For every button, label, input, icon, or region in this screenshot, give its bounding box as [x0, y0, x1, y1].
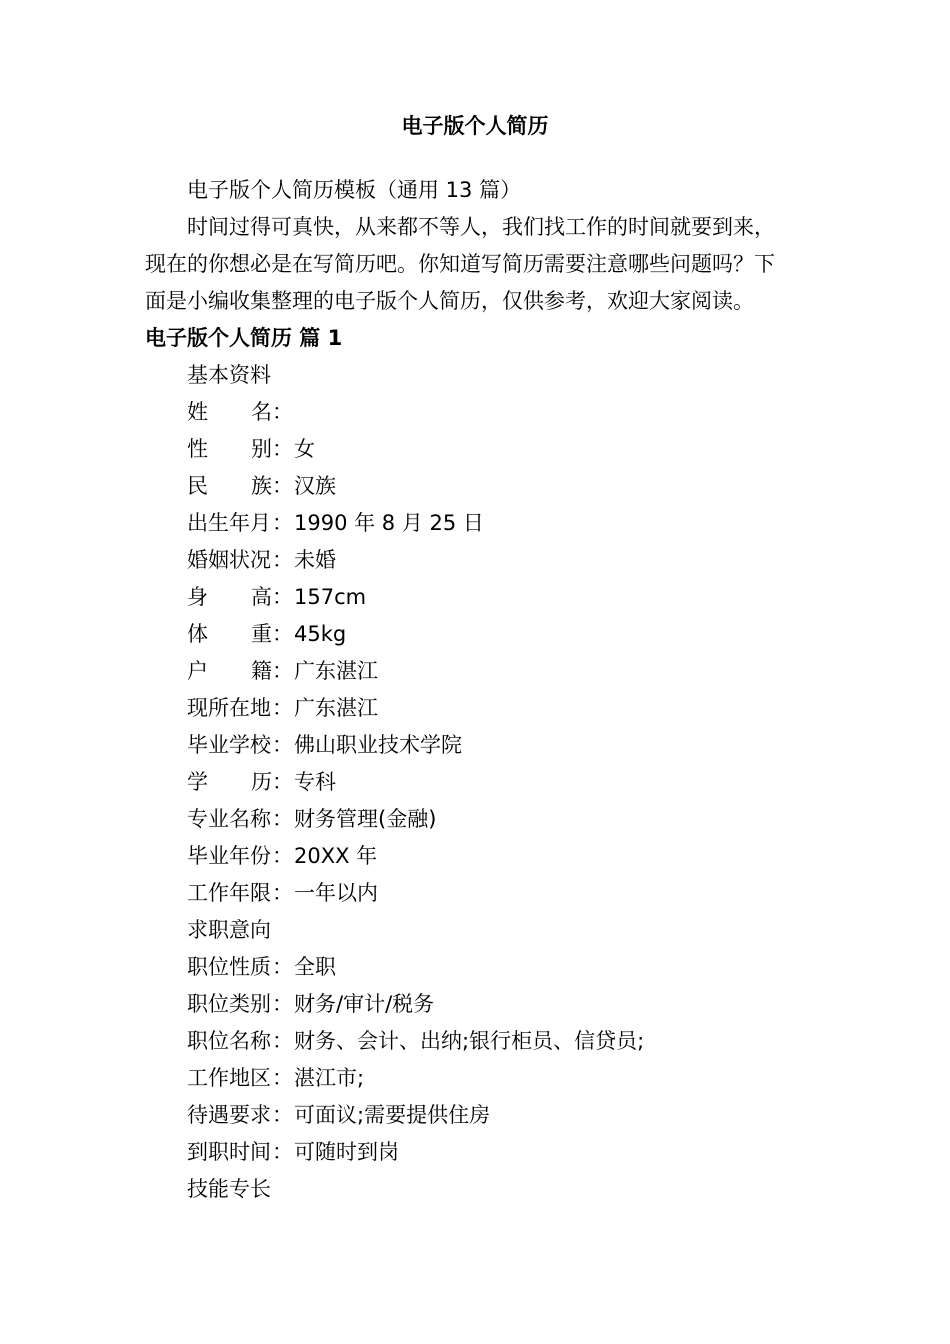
field-value: 汉族: [294, 474, 336, 498]
document-title: 电子版个人简历: [401, 114, 549, 138]
field-label: 到职时间: [187, 1140, 271, 1164]
field-job-title: 职位名称 ： 财务、会计、出纳;银行柜员、信贷员;: [187, 1029, 645, 1053]
skills-heading: 技能专长: [187, 1177, 271, 1201]
field-value: 财务/审计/税务: [294, 992, 435, 1016]
basic-heading: 基本资料: [187, 363, 271, 387]
field-label: 体 重: [187, 622, 272, 646]
field-value: 全职: [294, 955, 336, 979]
field-work-years: 工作年限 ： 一年以内: [187, 881, 378, 905]
field-label: 毕业学校: [187, 733, 271, 757]
field-label: 出生年月: [187, 511, 271, 535]
field-label: 身 高: [187, 585, 272, 609]
field-label: 性 别: [187, 437, 272, 461]
field-label: 现所在地: [187, 696, 271, 720]
field-value: 女: [294, 437, 315, 461]
field-label: 待遇要求: [187, 1103, 271, 1127]
field-label: 职位类别: [187, 992, 271, 1016]
field-value: 专科: [294, 770, 336, 794]
intro-line-1: 时间过得可真快，从来都不等人，我们找工作的时间就要到来，: [187, 215, 775, 239]
field-graduation-year: 毕业年份 ： 20XX 年: [187, 844, 378, 868]
field-value: 未婚: [294, 548, 336, 572]
field-value: 广东湛江: [294, 696, 378, 720]
field-current-location: 现所在地 ： 广东湛江: [187, 696, 378, 720]
field-value: 佛山职业技术学院: [294, 733, 462, 757]
intro-line-2: 现在的你想必是在写简历吧。你知道写简历需要注意哪些问题吗？下: [145, 252, 775, 276]
field-label: 工作地区: [187, 1066, 271, 1090]
field-height: 身 高 ： 157cm: [187, 585, 367, 609]
field-salary-requirement: 待遇要求 ： 可面议;需要提供住房: [187, 1103, 491, 1127]
field-value: 可面议;需要提供住房: [294, 1103, 491, 1127]
field-label: 学 历: [187, 770, 272, 794]
section-title: 电子版个人简历 篇 1: [145, 326, 343, 350]
field-label: 职位名称: [187, 1029, 271, 1053]
intro-line-3: 面是小编收集整理的电子版个人简历，仅供参考，欢迎大家阅读。: [145, 289, 754, 313]
field-label: 专业名称: [187, 807, 271, 831]
field-value: 财务、会计、出纳;银行柜员、信贷员;: [294, 1029, 645, 1053]
field-work-area: 工作地区 ： 湛江市;: [187, 1066, 365, 1090]
field-major: 专业名称 ： 财务管理(金融): [187, 807, 437, 831]
field-label: 婚姻状况: [187, 548, 271, 572]
field-value: 20XX 年: [294, 844, 378, 868]
field-label: 毕业年份: [187, 844, 271, 868]
field-value: 可随时到岗: [294, 1140, 399, 1164]
field-label: 户 籍: [187, 659, 272, 683]
field-value: 157cm: [294, 585, 367, 609]
field-ethnicity: 民 族 ： 汉族: [187, 474, 336, 498]
field-value: 广东湛江: [294, 659, 378, 683]
field-start-time: 到职时间 ： 可随时到岗: [187, 1140, 399, 1164]
field-label: 职位性质: [187, 955, 271, 979]
field-household: 户 籍 ： 广东湛江: [187, 659, 378, 683]
field-value: 1990 年 8 月 25 日: [294, 511, 484, 535]
field-label: 姓 名: [187, 400, 272, 424]
field-school: 毕业学校 ： 佛山职业技术学院: [187, 733, 462, 757]
field-birth-date: 出生年月 ： 1990 年 8 月 25 日: [187, 511, 484, 535]
field-marital-status: 婚姻状况 ： 未婚: [187, 548, 336, 572]
field-gender: 性 别 ： 女: [187, 437, 315, 461]
field-value: 湛江市;: [294, 1066, 365, 1090]
field-weight: 体 重 ： 45kg: [187, 622, 347, 646]
field-job-nature: 职位性质 ： 全职: [187, 955, 336, 979]
field-education: 学 历 ： 专科: [187, 770, 336, 794]
field-label: 工作年限: [187, 881, 271, 905]
intent-heading: 求职意向: [187, 918, 271, 942]
field-value: 45kg: [294, 622, 347, 646]
field-value: 财务管理(金融): [294, 807, 437, 831]
field-label: 民 族: [187, 474, 272, 498]
field-name: 姓 名 ：: [187, 400, 293, 424]
subtitle: 电子版个人简历模板（通用 13 篇）: [187, 178, 522, 202]
field-job-category: 职位类别 ： 财务/审计/税务: [187, 992, 435, 1016]
field-value: 一年以内: [294, 881, 378, 905]
